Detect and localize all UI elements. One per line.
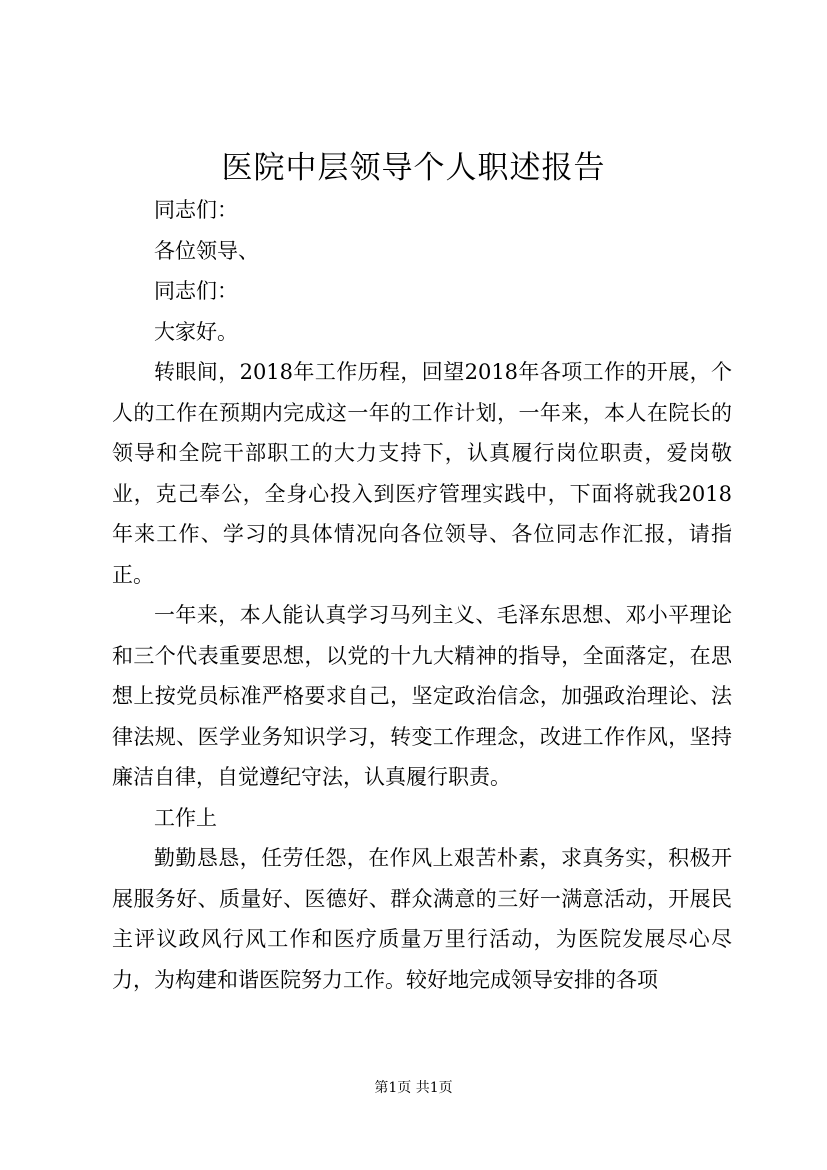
paragraph-salutation-2: 各位领导、 (154, 238, 259, 263)
document-title: 医院中层领导个人职述报告 (221, 150, 606, 186)
paragraph-study: 一年来，本人能认真学习马列主义、毛泽东思想、邓小平理论和三个代表重要思想，以党的十九大精神的指导，全面落定，在思想上按党员标准严格要求自己，坚定政治信念，加强政治理论、法律法规、医学业务知识学习，转变工作理念，改进工作作风，坚持廉洁自律，自觉遵纪守法，认真履行职责。 (112, 603, 732, 789)
paragraph-intro: 转眼间，2018年工作历程，回望2018年各项工作的开展，个人的工作在预期内完成这一年的工作计划，一年来，本人在院长的领导和全院干部职工的大力支持下，认真履行岗位职责，爱岗敬业，克己奉公，全身心投入到医疗管理实践中，下面将就我2018年来工作、学习的具体情况向各位领导、各位同志作汇报，请指正。 (112, 360, 732, 587)
page-footer: 第1页 共1页 (374, 1080, 453, 1096)
paragraph-greeting: 大家好。 (154, 319, 238, 344)
paragraph-work-heading: 工作上 (154, 805, 217, 830)
paragraph-work: 勤勤恳恳，任劳任怨，在作风上艰苦朴素，求真务实，积极开展服务好、质量好、医德好、群众满意的三好一满意活动，开展民主评议政风行风工作和医疗质量万里行活动，为医院发展尽心尽力，为构建和谐医院努力工作。较好地完成领导安排的各项 (112, 846, 732, 992)
paragraph-salutation-3: 同志们： (154, 279, 238, 303)
paragraph-salutation-1: 同志们： (154, 198, 238, 222)
document-body (112, 190, 732, 1000)
